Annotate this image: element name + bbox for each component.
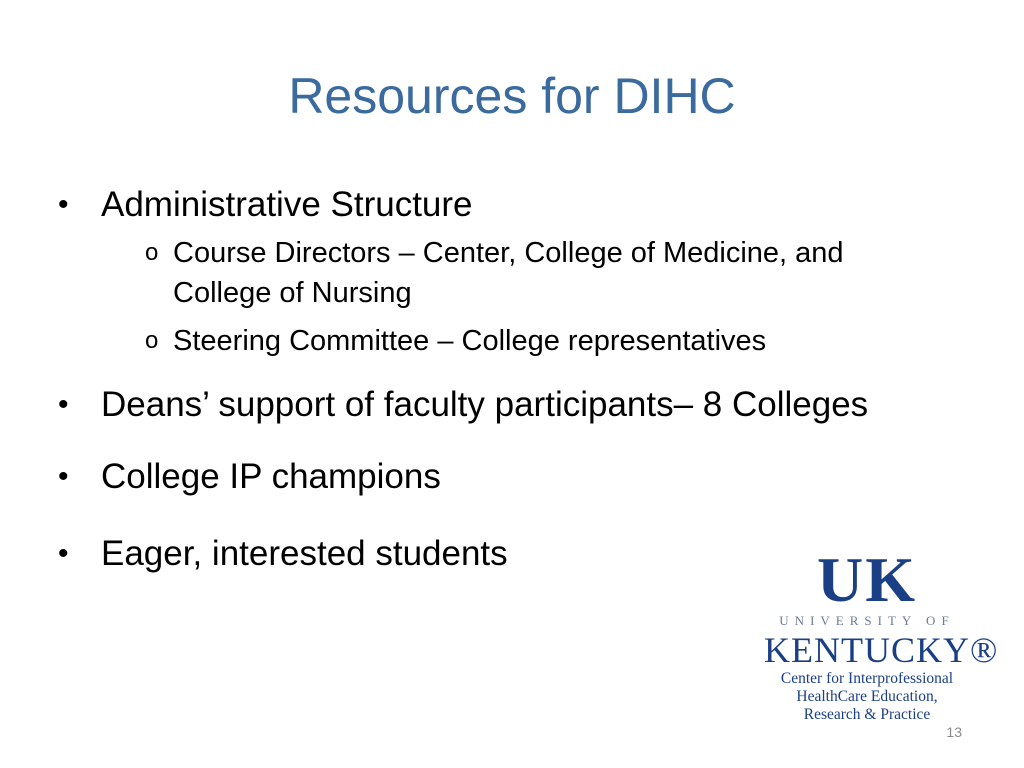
slide-title: Resources for DIHC [288,68,736,124]
bullet-item [58,455,938,499]
sub-bullet-circle-icon: o [145,239,159,266]
logo-center-line: HealthCare Education, [796,688,938,705]
sub-bullet-circle-icon: o [145,327,159,354]
logo-center-line: Research & Practice [803,706,931,723]
bullet-text: Deans’ support of faculty participants– 8 Colleges [101,385,869,424]
page-number: 13 [946,724,962,740]
bullet-text: College IP champions [101,457,441,496]
bullet-dot-icon: • [58,188,69,221]
sub-bullet-text: Course Directors – Center, College of Medicine, and College of Nursing [173,237,844,309]
bullet-text: Administrative Structure [101,185,473,224]
sub-bullet-text: Steering Committee – College representatives [173,325,767,357]
bullet-list [58,183,938,576]
logo-kentucky: KENTUCKY® [764,630,999,670]
logo-center-line: Center for Interprofessional [780,670,954,687]
uk-logo [764,544,999,723]
sub-bullet-item [145,233,933,313]
bullet-item [58,383,938,427]
uk-logo-mark: UK [817,544,917,615]
bullet-dot-icon: • [58,388,69,421]
logo-university-of: UNIVERSITY OF [779,613,955,628]
bullet-dot-icon: • [58,537,69,570]
sub-bullet-item [145,321,933,361]
bullet-dot-icon: • [58,460,69,493]
bullet-text: Eager, interested students [101,534,508,573]
bullet-item [58,183,938,227]
